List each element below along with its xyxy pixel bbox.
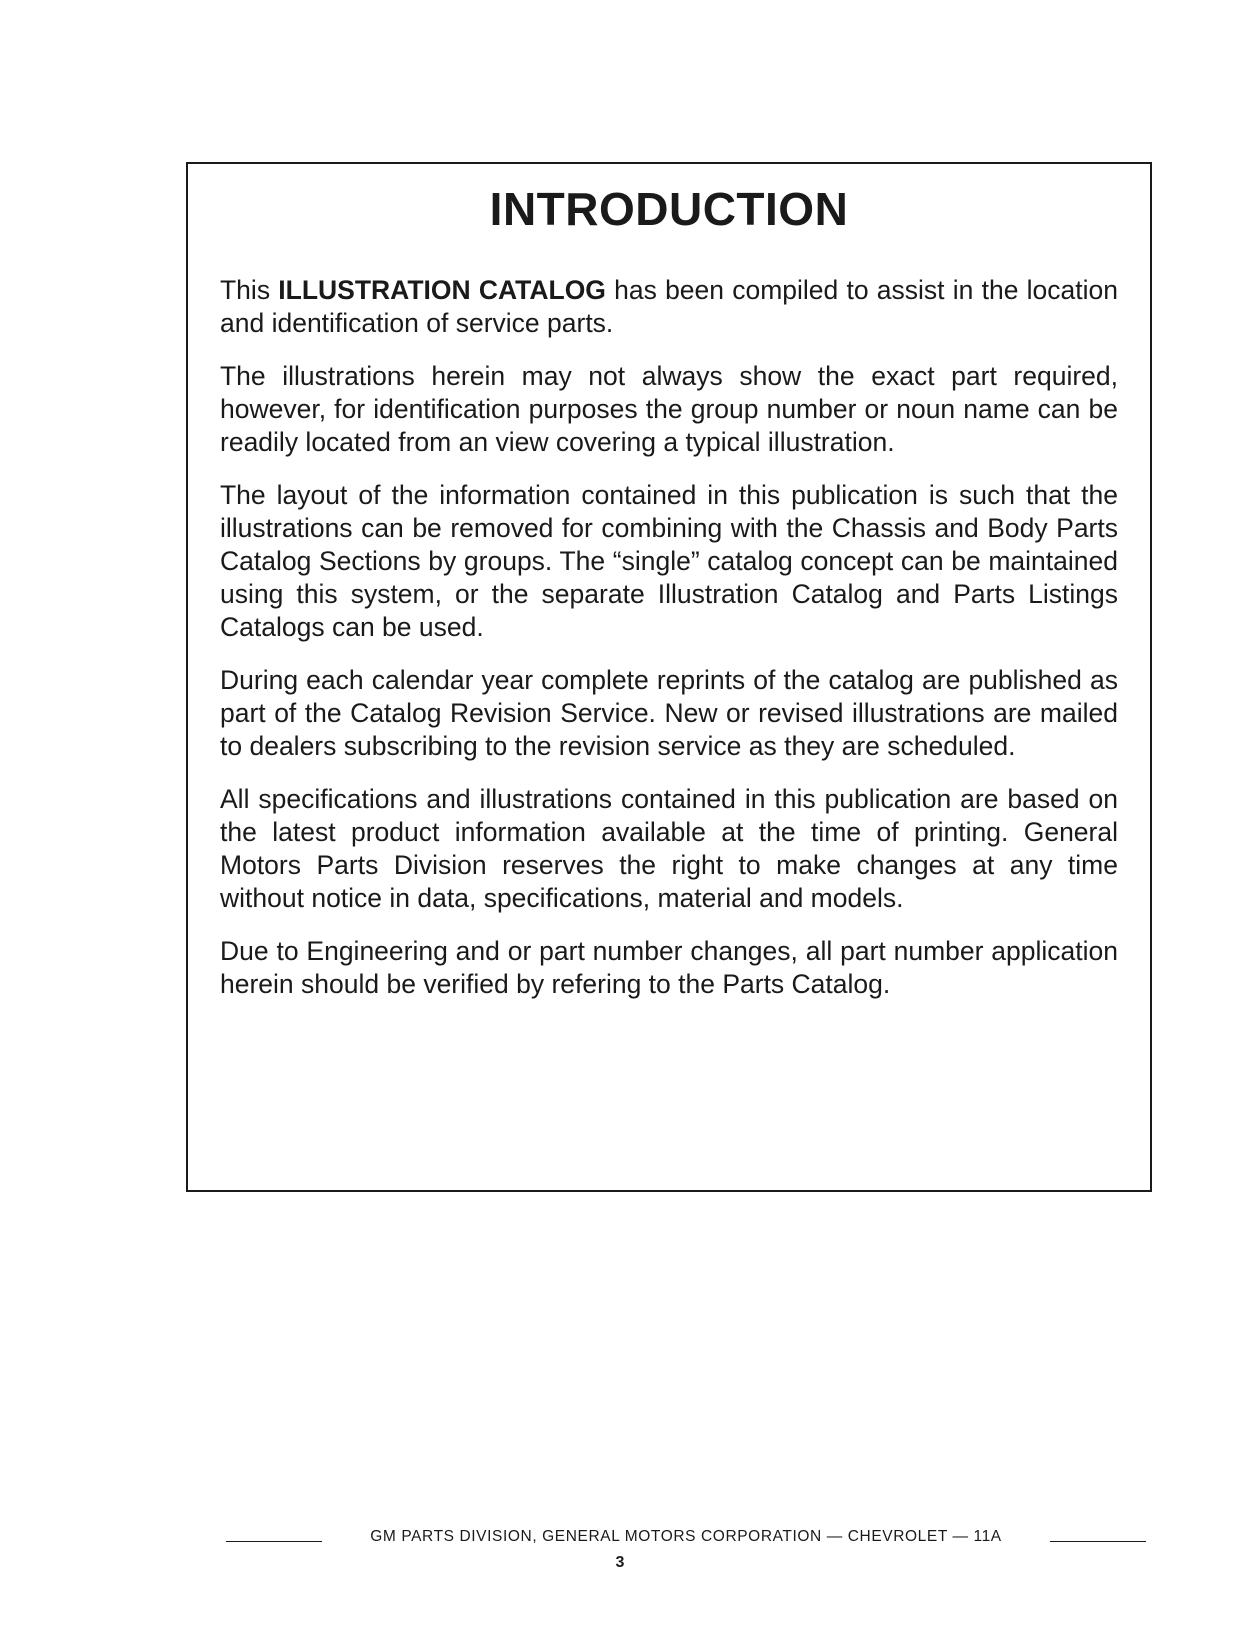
introduction-body — [220, 274, 1118, 1021]
footer-rule-right — [1050, 1541, 1146, 1542]
page-title: INTRODUCTION — [489, 183, 849, 235]
page-footer — [226, 1528, 1146, 1546]
paragraph-1-prefix: This — [220, 275, 279, 305]
paragraph-4: During each calendar year complete reprints of the catalog are published as part of the Catalog Revision Service. New or revised illustrations are mailed to dealers subscribing to the revision service as they are scheduled. — [220, 665, 1118, 761]
paragraph-1 — [220, 274, 1118, 340]
footer-rule-left — [226, 1541, 322, 1542]
paragraph-1-suffix: has been compiled to assist in the location and identification of service parts. — [220, 275, 1118, 338]
catalog-name-bold: ILLUSTRATION CATALOG — [278, 275, 606, 305]
page-number: 3 — [615, 1554, 625, 1571]
paragraph-5: All specifications and illustrations contained in this publication are based on the latest product information available at the time of printing. General Motors Parts Division reserves the right to make changes at any time without notice in data, specifications, material and models. — [220, 784, 1118, 913]
introduction-box — [186, 162, 1152, 1192]
paragraph-3: The layout of the information contained in this publication is such that the illustrations can be removed for combining with the Chassis and Body Parts Catalog Sections by groups. The “single” catalog concept can be maintained using this system, or the separate Illustration Catalog and Parts Listings Catalogs can be used. — [220, 480, 1118, 642]
paragraph-2: The illustrations herein may not always show the exact part required, however, for identification purposes the group number or noun name can be readily located from an view covering a typical illustration. — [220, 361, 1118, 457]
paragraph-6: Due to Engineering and or part number changes, all part number application herein should be verified by refering to the Parts Catalog. — [220, 936, 1118, 999]
footer-text: GM PARTS DIVISION, GENERAL MOTORS CORPORATION — CHEVROLET — 11A — [370, 1528, 1002, 1545]
